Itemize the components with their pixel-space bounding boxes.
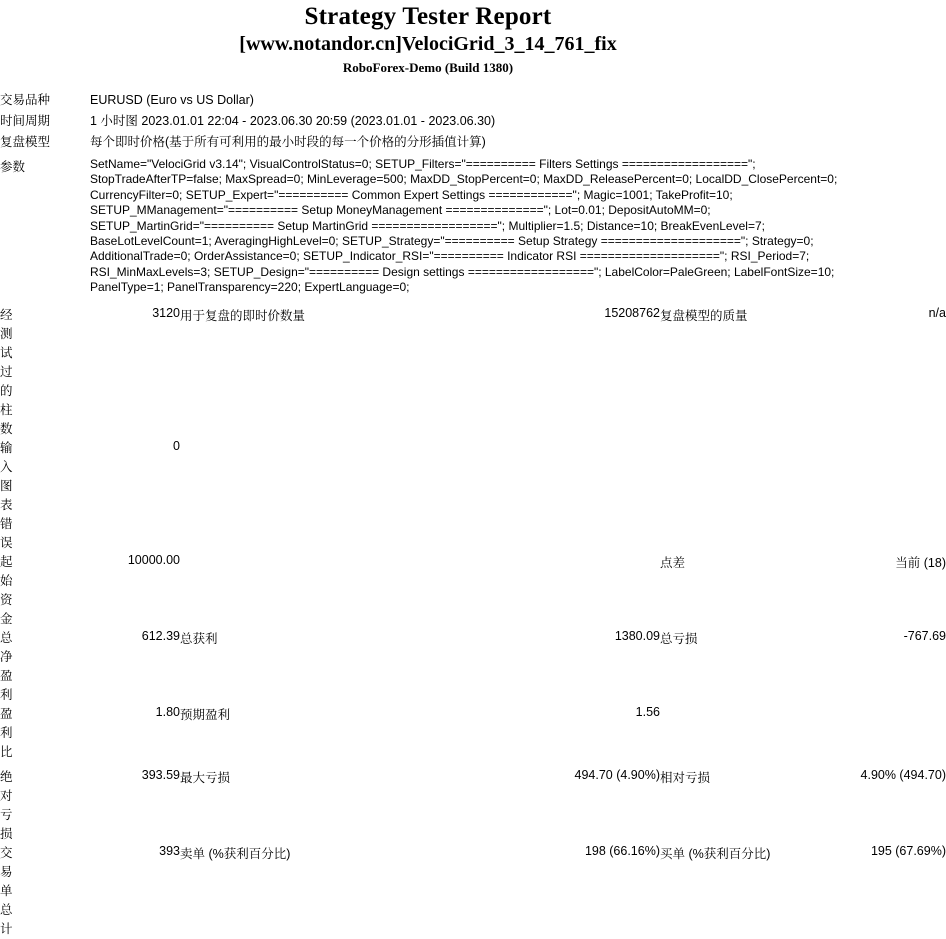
stat-row-label-chart-errors — [0, 439, 90, 553]
stat-model-quality-value: n/a — [928, 305, 946, 320]
stat-long-positions-label: 买单 (%获利百分比) — [660, 846, 771, 861]
table-row — [0, 111, 856, 132]
vertical-label-char: 盈 — [0, 706, 13, 721]
vertical-label-char: 过 — [0, 364, 13, 379]
info-value-model: 每个即时价格(基于所有可利用的最小时段的每一个价格的分形插值计算) — [90, 135, 486, 149]
stat-bars-tested-value: 3120 — [152, 305, 180, 320]
vertical-label-char: 始 — [0, 573, 13, 588]
stat-short-positions-label: 卖单 (%获利百分比) — [180, 846, 291, 861]
parameters-body — [0, 157, 856, 296]
page-title: Strategy Tester Report — [304, 3, 552, 30]
vertical-label-char: 资 — [0, 592, 13, 607]
stat-profit-factor-value: 1.80 — [155, 704, 180, 719]
vertical-label-char: 盈 — [0, 668, 13, 683]
vertical-label-char: 入 — [0, 459, 13, 474]
symbol-info-table — [0, 90, 856, 153]
parameters-table — [0, 157, 856, 296]
stat-absolute-drawdown-value: 393.59 — [141, 767, 180, 782]
stat-initial-deposit-value: 10000.00 — [127, 552, 180, 567]
stat-gross-loss-label: 总亏损 — [660, 631, 698, 646]
table-row — [0, 90, 856, 111]
stat-spread-value: 当前 (18) — [895, 555, 946, 570]
stat-row1-value-b — [510, 439, 660, 553]
stat-row-label-total-net-profit — [0, 629, 90, 705]
info-value-symbol: EURUSD (Euro vs US Dollar) — [90, 93, 254, 107]
vertical-label-char: 误 — [0, 535, 13, 550]
stat-gross-profit-label: 总获利 — [180, 631, 218, 646]
parameters-label: 参数 — [0, 160, 26, 174]
vertical-label-char: 单 — [0, 883, 13, 898]
table-row — [0, 844, 946, 939]
vertical-label-char: 图 — [0, 478, 13, 493]
vertical-label-char: 错 — [0, 516, 13, 531]
statistics-body — [0, 306, 946, 939]
vertical-label-char: 输 — [0, 440, 13, 455]
vertical-label-char: 柱 — [0, 402, 13, 417]
info-label-symbol: 交易品种 — [0, 93, 51, 107]
vertical-label-char: 比 — [0, 744, 13, 759]
stat-ticks-modelled-label: 用于复盘的即时价数量 — [180, 308, 306, 323]
stat-model-quality-label: 复盘模型的质量 — [660, 308, 748, 323]
stat-row-label-initial-deposit — [0, 553, 90, 629]
stat-chart-errors-value: 0 — [173, 438, 180, 453]
info-label-model: 复盘模型 — [0, 135, 51, 149]
vertical-label-char: 交 — [0, 845, 13, 860]
stat-row1-label-b — [660, 439, 830, 553]
stat-maximal-drawdown-value: 494.70 (4.90%) — [574, 767, 660, 782]
vertical-label-char: 数 — [0, 421, 13, 436]
stat-spread-label: 点差 — [660, 555, 686, 570]
vertical-label-char: 易 — [0, 864, 13, 879]
vertical-label-char: 表 — [0, 497, 13, 512]
stat-ticks-modelled-value: 15208762 — [604, 305, 660, 320]
vertical-label-char: 利 — [0, 725, 13, 740]
vertical-label-char: 的 — [0, 383, 13, 398]
info-value-period: 1 小时图 2023.01.01 22:04 - 2023.06.30 20:59 (2023.01.01 - 2023.06.30) — [90, 114, 496, 128]
vertical-label-char: 利 — [0, 687, 13, 702]
vertical-label-char: 经 — [0, 307, 13, 322]
stat-maximal-drawdown-label: 最大亏损 — [180, 770, 231, 785]
stat-gross-profit-value: 1380.09 — [614, 628, 660, 643]
stat-expected-payoff-label: 预期盈利 — [180, 707, 231, 722]
stat-row-label-total-trades — [0, 844, 90, 939]
stat-gross-loss-value: -767.69 — [903, 628, 946, 643]
stat-row-label-profit-factor — [0, 705, 90, 768]
parameters-value: SetName="VelociGrid v3.14"; VisualControlStatus=0; SETUP_Filters="========== Filters Settings =================="; StopTradeAfterTP=false; MaxSpread=0; MinLeverage=500; MaxDD_StopPercent=0; MaxDD_ReleasePercent=0; LocalDD_ClosePercent=0; CurrencyFilter=0; SETUP_Expert="========== Common Expert Settings ============"; Magic=1001; TakeProfit=10; SETUP_MManagement="========== Setup MoneyManagement =============="; Lot=0.01; DepositAutoMM=0; SETUP_MartinGrid="========== Setup MartinGrid =================="; Multiplier=1.5; Distance=10; BreakEvenLevel=7; BaseLotLevelCount=1; AveragingHighLevel=0; SETUP_Strategy="========== Setup Strategy ===================="; Strategy=0; AdditionalTrade=0; OrderAssistance=0; SETUP_Indicator_RSI="========== Indicator RSI ===================="; RSI_Period=7; RSI_MinMaxLevels=3; SETUP_Design="========== Design settings =================="; LabelColor=PaleGreen; LabelFontSize=10; PanelType=1; PanelTransparency=220; ExpertLanguage=0; — [90, 157, 838, 295]
stat-row-label-bars — [0, 306, 90, 439]
vertical-label-char: 计 — [0, 921, 13, 936]
stat-row-label-absolute-drawdown — [0, 768, 90, 844]
stat-relative-drawdown-value: 4.90% (494.70) — [860, 767, 946, 782]
table-row — [0, 553, 946, 629]
vertical-label-char: 损 — [0, 826, 13, 841]
stat-short-positions-value: 198 (66.16%) — [584, 843, 660, 858]
table-row — [0, 132, 856, 153]
table-row — [0, 629, 946, 705]
vertical-label-char: 金 — [0, 611, 13, 626]
stat-row4-value-c — [830, 705, 946, 768]
stat-expected-payoff-value: 1.56 — [635, 704, 660, 719]
vertical-label-char: 总 — [0, 902, 13, 917]
statistics-table — [0, 306, 946, 939]
table-row — [0, 705, 946, 768]
vertical-label-char: 对 — [0, 788, 13, 803]
vertical-label-char: 总 — [0, 630, 13, 645]
stat-relative-drawdown-label: 相对亏损 — [660, 770, 711, 785]
stat-row4-label-b — [660, 705, 830, 768]
vertical-label-char: 亏 — [0, 807, 13, 822]
vertical-label-char: 起 — [0, 554, 13, 569]
broker-build-line: RoboForex-Demo (Build 1380) — [342, 60, 514, 75]
table-row — [0, 157, 856, 296]
stat-total-trades-value: 393 — [159, 843, 180, 858]
vertical-label-char: 净 — [0, 649, 13, 664]
stat-row2-value-b — [510, 553, 660, 629]
stat-row1-value-c — [830, 439, 946, 553]
vertical-label-char: 绝 — [0, 769, 13, 784]
vertical-label-char: 测 — [0, 326, 13, 341]
info-label-period: 时间周期 — [0, 114, 51, 128]
symbol-info-body — [0, 90, 856, 153]
stat-long-positions-value: 195 (67.69%) — [870, 843, 946, 858]
table-row — [0, 306, 946, 439]
stat-total-net-profit-value: 612.39 — [141, 628, 180, 643]
report-subtitle: [www.notandor.cn]VelociGrid_3_14_761_fix — [239, 33, 617, 55]
table-row — [0, 439, 946, 553]
vertical-label-char: 试 — [0, 345, 13, 360]
report-header — [0, 0, 856, 77]
stat-row1-label-a — [180, 439, 510, 553]
stat-row2-label-a — [180, 553, 510, 629]
table-row — [0, 768, 946, 844]
